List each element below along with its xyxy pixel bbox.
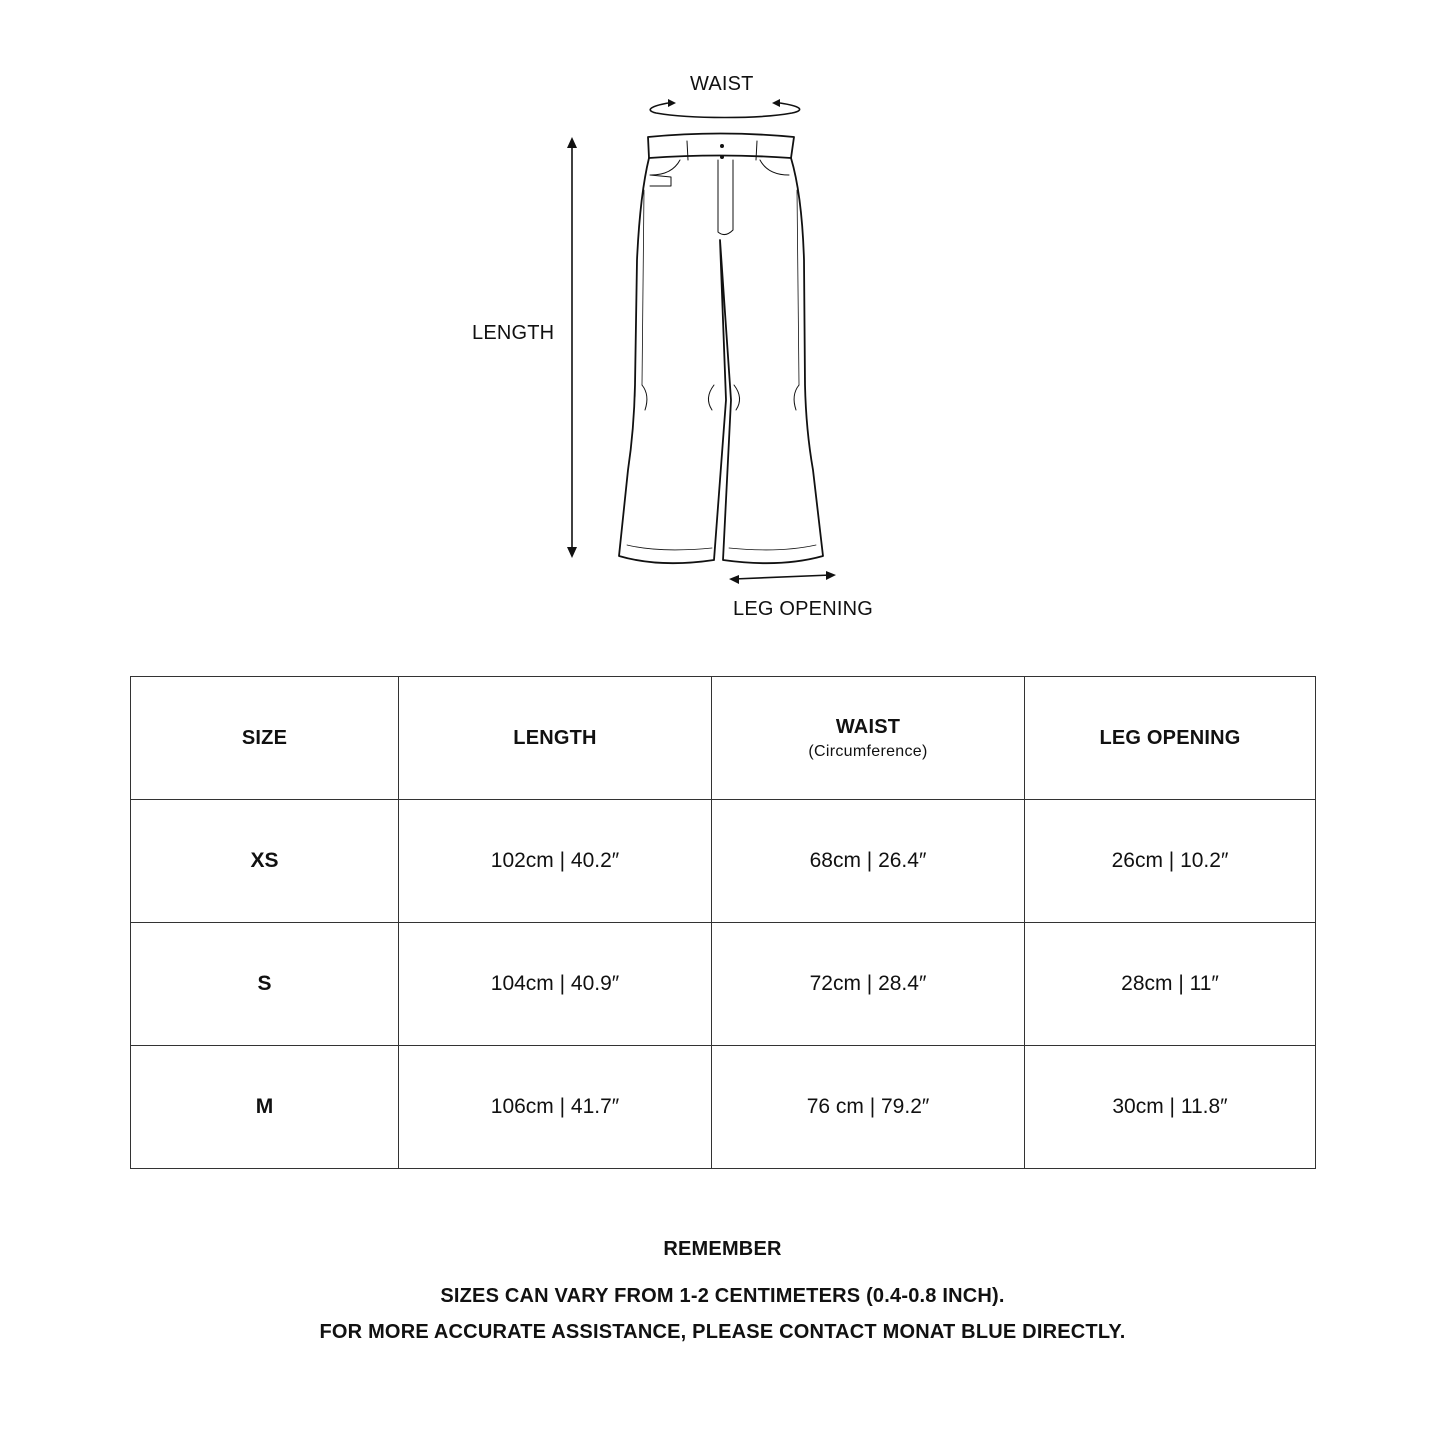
size-table (130, 676, 1316, 1169)
leg-opening-arrow-icon (729, 571, 836, 584)
size-cell: XS (131, 800, 399, 923)
leg-opening-cell: 26cm | 10.2″ (1025, 800, 1316, 923)
leg-opening-cell: 30cm | 11.8″ (1025, 1046, 1316, 1169)
header-length: LENGTH (399, 677, 712, 800)
table-row (131, 1046, 1316, 1169)
waist-label: WAIST (690, 73, 754, 95)
leg-opening-label: LEG OPENING (733, 598, 874, 620)
waist-cell: 72cm | 28.4″ (712, 923, 1025, 1046)
length-arrow-icon (567, 137, 577, 558)
table-header-row (131, 677, 1316, 800)
length-label: LENGTH (472, 322, 555, 344)
waist-cell: 68cm | 26.4″ (712, 800, 1025, 923)
measurement-diagram (0, 0, 1445, 660)
length-cell: 104cm | 40.9″ (399, 923, 712, 1046)
header-size: SIZE (131, 677, 399, 800)
note-line-2: FOR MORE ACCURATE ASSISTANCE, PLEASE CONTACT MONAT BLUE DIRECTLY. (319, 1321, 1126, 1343)
header-leg-opening: LEG OPENING (1025, 677, 1316, 800)
header-waist (712, 677, 1025, 800)
waist-arrow-icon (650, 99, 799, 118)
waist-cell: 76 cm | 79.2″ (712, 1046, 1025, 1169)
note-title: REMEMBER (663, 1238, 782, 1260)
table-row (131, 923, 1316, 1046)
length-cell: 106cm | 41.7″ (399, 1046, 712, 1169)
header-waist-sub: (Circumference) (808, 742, 928, 760)
length-cell: 102cm | 40.2″ (399, 800, 712, 923)
size-cell: M (131, 1046, 399, 1169)
pants-illustration (0, 0, 1445, 660)
header-waist-label: WAIST (835, 715, 901, 738)
size-cell: S (131, 923, 399, 1046)
note-line-1: SIZES CAN VARY FROM 1-2 CENTIMETERS (0.4-0.8 INCH). (440, 1285, 1005, 1307)
leg-opening-cell: 28cm | 11″ (1025, 923, 1316, 1046)
table-row (131, 800, 1316, 923)
